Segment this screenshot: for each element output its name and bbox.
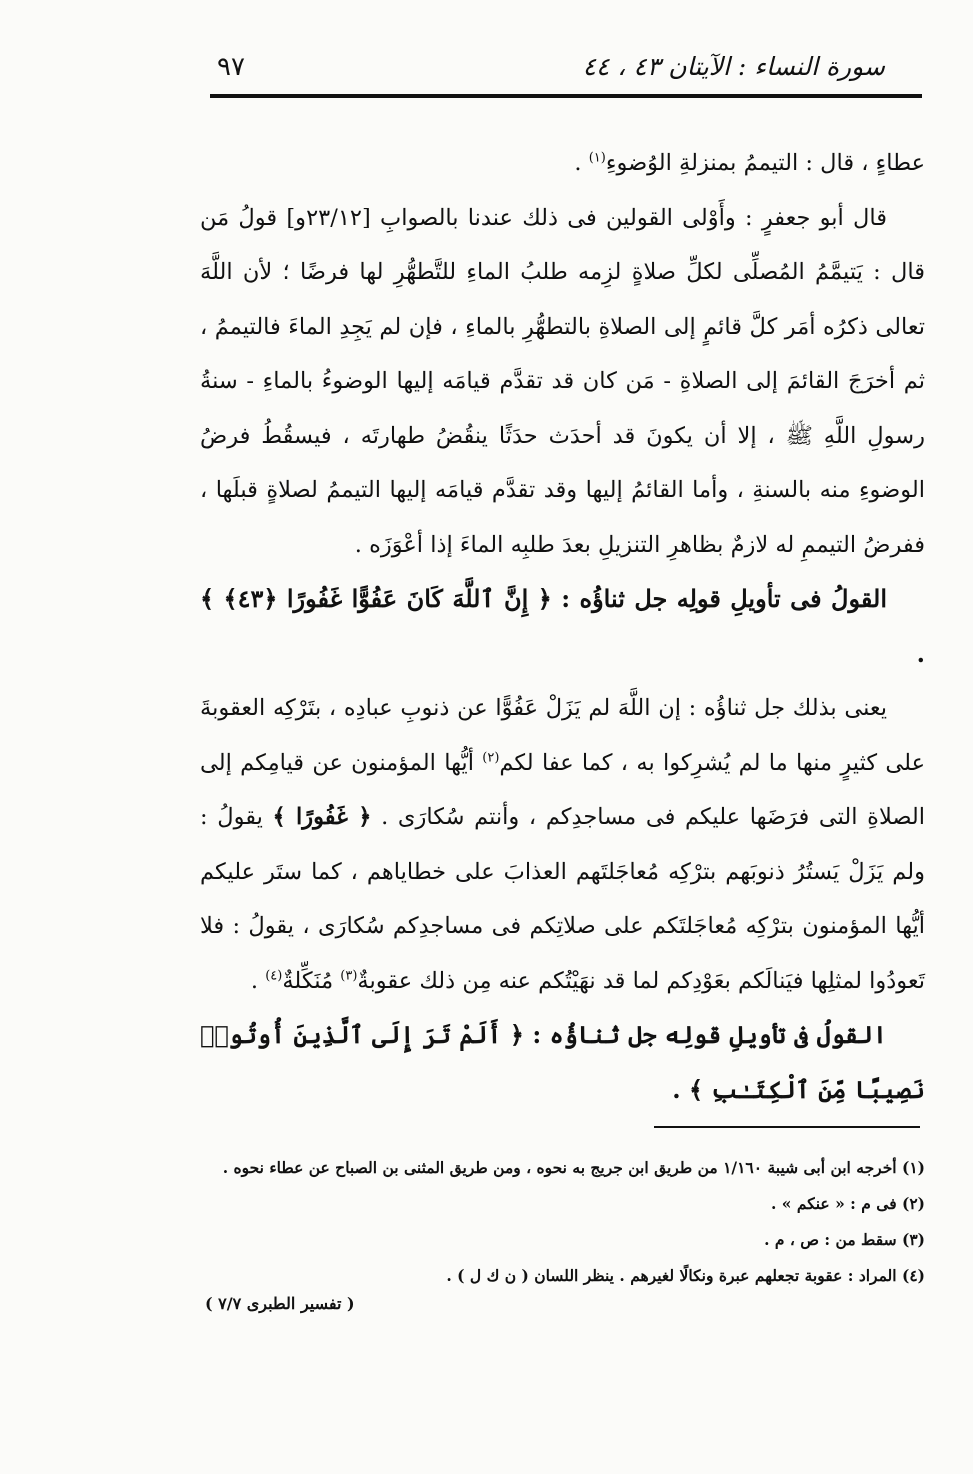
paragraph-2: قال أبو جعفرٍ : وأَوْلى القولين فى ذلك عندنا بالصوابِ [٢٣/١٢و] قولُ مَن قال : يَتيمَّمُ المُصلِّى لكلِّ صلاةٍ لزِمه طلبُ الماءِ للتَّطهُّرِ لها فرضًا ؛ لأن اللَّهَ تعالى ذكرُه أمَر كلَّ قائمٍ إلى الصلاةِ بالتطهُّرِ بالماءِ ، فإن لم يَجِدِ الماءَ فالتيممُ ، ثم أخرَجَ القائمَ إلى الصلاةِ - مَن كان قد تقدَّم قيامَه إليها الوضوءُ بالماءِ - سنةُ رسولِ اللَّهِ ﷺ ، إلا أن يكونَ قد أحدَث حدَثًا ينقُضُ طهارتَه ، فيسقُطُ فرضُ الوضوءِ منه بالسنةِ ، وأما القائمُ إليها وقد تقدَّم قيامَه إليها التيممُ لصلاةٍ قبلَها ، ففرضُ التيممِ له لازمٌ بظاهرِ التنزيلِ بعدَ طلبِه الماءَ إذا أعْوَزَه . [200, 204, 925, 558]
footnote-2: (٢) فى م : « عنكم » . [771, 1194, 925, 1213]
footnote-1: (١) أخرجه ابن أبى شيبة ١/١٦٠ من طريق ابن جريج به نحوه ، ومن طريق المثنى بن الصباح عن عطاء نحوه . [222, 1158, 925, 1177]
footnotes [195, 1150, 925, 1294]
paragraph-1-text: عطاءٍ ، قال : التيممُ بمنزلةِ الوُضوءِ [605, 150, 925, 176]
paragraph-3-part-b: أيُّها المؤمنون عن قيامِكم إلى الصلاةِ التى فرَضَها عليكم فى مساجدِكم ، وأنتم سُكارَى . [200, 749, 925, 830]
main-text [200, 136, 925, 1117]
quran-quote-2: ﴿ أَلَمْ تَرَ إِلَى ٱلَّذِينَ أُوتُوا۟ نَصِيبًا مِّنَ ٱلْكِتَـٰبِ ﴾ [200, 1020, 925, 1104]
page-header [205, 48, 925, 92]
footnote-ref-2: (٢) [482, 750, 500, 765]
footnote-ref-1: (١) [588, 150, 606, 166]
paragraph-3-part-d: مُنَكِّلةٌ [282, 967, 341, 994]
section-heading-1-end: . [916, 638, 925, 668]
paragraph-3 [200, 681, 925, 1008]
section-heading-2-end: . [672, 1074, 689, 1104]
footnote-4: (٤) المراد : عقوبة تجعلهم عبرة ونكالًا لغيرهم . ينظر اللسان ( ن ك ل ) . [446, 1266, 925, 1285]
running-title: سورة النساء : الآيتان ٤٣ ، ٤٤ [582, 52, 885, 81]
section-heading-2 [200, 1008, 925, 1117]
footnote-3: (٣) سقط من : ص ، م . [764, 1230, 925, 1249]
section-heading-2-lead: القولُ فى تأويلِ قولِه جل ثناؤُه : [523, 1020, 887, 1049]
quran-word-ghafur: ﴿ غَفُورًا ﴾ [272, 804, 372, 830]
section-heading-1-lead: القولُ فى تأويلِ قولِه جل ثناؤُه : [551, 584, 887, 613]
quran-quote-1: ﴿ إِنَّ ٱللَّهَ كَانَ عَفُوًّا غَفُورًا ﴿٤٣﴾ ﴾ [200, 584, 552, 613]
paragraph-3-part-c: يقولُ : ولم يَزَلْ يَستُرُ ذنوبَهم بترْكِه مُعاجَلتَهم العذابَ على خطاياهم ، كما ستَر عليكم أيُّها المؤمنون بترْكِه مُعاجَلتَكم على صلاتِكم فى مساجدِكم سُكارَى ، يقولُ : فلا تَعودُوا لمثلِها فيَنالَكم بعَوْدِكم لما قد نهَيْتُكم عنه مِن ذلك عقوبةٌ [200, 804, 925, 994]
paragraph-3-end: . [250, 967, 266, 994]
section-heading-1 [200, 572, 925, 681]
footnote-ref-4: (٤) [265, 968, 283, 983]
volume-signature: ( تفسير الطبرى ٧/٧ ) [205, 1294, 355, 1313]
paragraph-1 [200, 136, 925, 191]
footnote-ref-3: (٣) [340, 968, 358, 983]
paragraph-1-end: . [574, 150, 589, 176]
paragraph-3-part-a: يعنى بذلك جل ثناؤُه : إن اللَّهَ لم يَزَلْ عَفُوًّا عن ذنوبِ عبادِه ، بتَرْكِه العقوبةَ على كثيرٍ منها ما لم يُشرِكوا به ، كما عفا لكم [200, 695, 926, 776]
header-rule [210, 94, 922, 98]
page-number: ٩٧ [217, 52, 245, 82]
footnote-rule [654, 1126, 920, 1128]
